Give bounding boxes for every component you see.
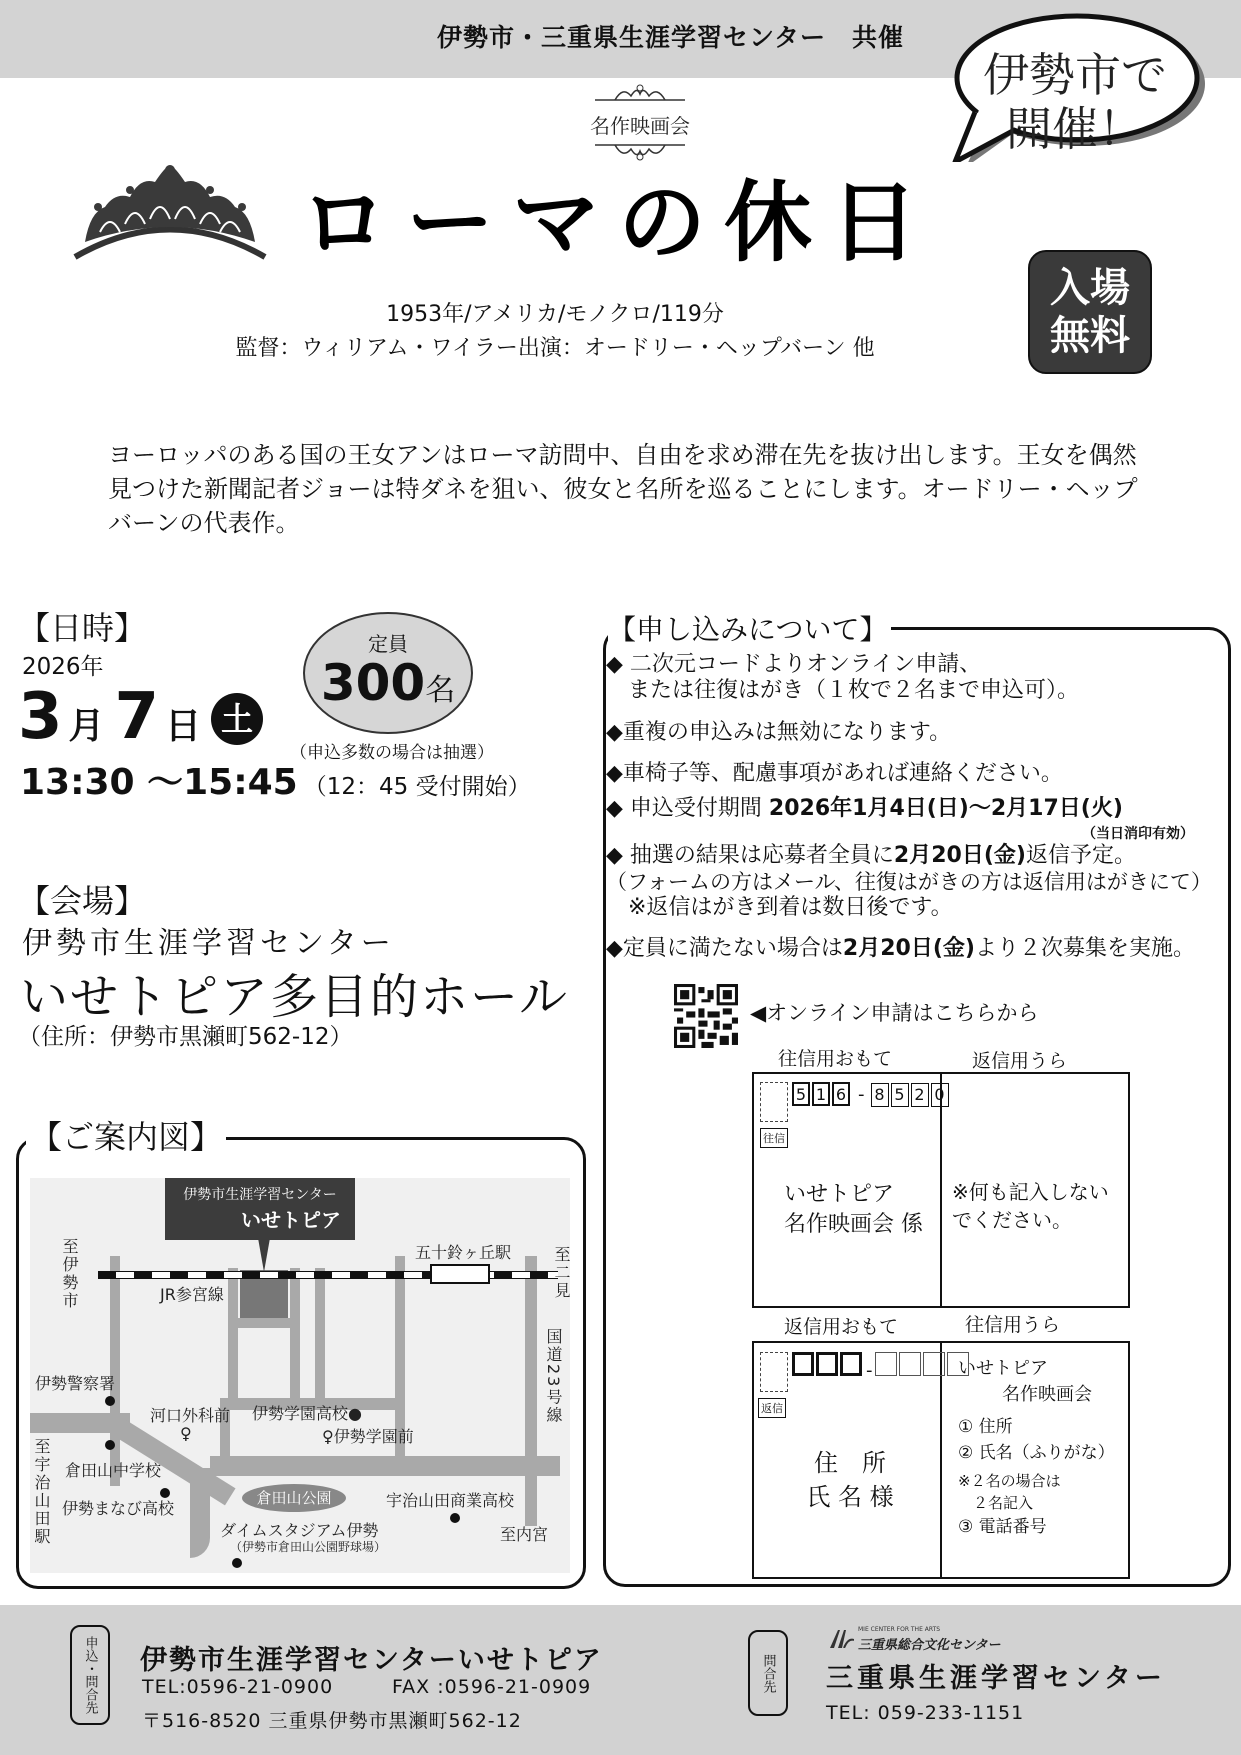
outgoing-back-instructions bbox=[958, 1356, 1115, 1540]
callout-pointer bbox=[258, 1238, 270, 1272]
stamp-box bbox=[760, 1082, 788, 1122]
recipient-line-1: いせトピア bbox=[784, 1182, 895, 1207]
route-23 bbox=[525, 1256, 537, 1526]
application-heading: 【申し込みについて】 bbox=[608, 608, 891, 648]
zip-digit: 1 bbox=[812, 1082, 830, 1106]
map-heading: 【ご案内図】 bbox=[26, 1112, 226, 1158]
footer-left-address: 〒516-8520 三重県伊勢市黒瀬町562-12 bbox=[142, 1710, 522, 1732]
rail-line-label: JR参宮線 bbox=[160, 1285, 224, 1304]
capacity-unit: 名 bbox=[425, 673, 456, 708]
series-label: 名作映画会 bbox=[590, 114, 690, 138]
instr-item: ③ 電話番号 bbox=[958, 1517, 1047, 1537]
application-item-5 bbox=[606, 843, 1212, 921]
event-date bbox=[18, 680, 263, 754]
road bbox=[315, 1268, 325, 1398]
kurata-jhs-label: 倉田山中学校 bbox=[65, 1461, 162, 1480]
stadium-sub-label: （伊勢市倉田山公園野球場） bbox=[230, 1540, 387, 1554]
gakuen-stop-label: ♀伊勢学園前 bbox=[322, 1427, 414, 1446]
zip-digit: 2 bbox=[911, 1083, 929, 1107]
capacity-label: 定員 bbox=[368, 632, 408, 656]
capacity-badge bbox=[303, 612, 473, 734]
app-item-6-suffix: より２次募集を実施。 bbox=[974, 936, 1195, 961]
app-item-4-prefix: ◆ 申込受付期間 bbox=[606, 796, 769, 821]
app-item-1-line-2: または往復はがき（１枚で２名まで申込可）。 bbox=[606, 678, 1080, 703]
synopsis: ヨーロッパのある国の王女アンはローマ訪問中、自由を求め滞在先を抜け出します。王女を偶然見つけた新聞記者ジョーは特ダネを狙い、彼女と名所を巡ることにします。オードリー・ヘップバーンの代表作。 bbox=[108, 441, 1138, 537]
park-label: 倉田山公園 bbox=[242, 1484, 346, 1512]
instr-title-2: 名作映画会 bbox=[1002, 1384, 1092, 1405]
zip-digit: 8 bbox=[871, 1083, 889, 1107]
event-year: 2026年 bbox=[22, 654, 104, 680]
reply-back-note-2: でください。 bbox=[952, 1208, 1072, 1232]
address-label: 住 所 bbox=[814, 1449, 886, 1477]
footer-left-fax: FAX :0596-21-0909 bbox=[392, 1676, 592, 1698]
event-day: 7 bbox=[114, 680, 160, 754]
mie-center-logo-icon bbox=[828, 1628, 854, 1648]
footer-left-tel: TEL:0596-21-0900 bbox=[142, 1676, 334, 1698]
venue-heading: 【会場】 bbox=[18, 882, 147, 920]
movie-title: ローマの休日 bbox=[300, 171, 937, 274]
road bbox=[290, 1268, 300, 1398]
footer-right-tel: TEL: 059-233-1151 bbox=[826, 1702, 1025, 1724]
recipient-line-2: 名作映画会 係 bbox=[784, 1212, 923, 1237]
reply-back-note bbox=[952, 1178, 1109, 1234]
application-item-3: ◆車椅子等、配慮事項があれば連絡ください。 bbox=[606, 761, 1063, 786]
qr-code-icon[interactable] bbox=[674, 984, 738, 1048]
footer-left-name: 伊勢市生涯学習センターいせトピア bbox=[140, 1645, 603, 1676]
reply-addressee bbox=[790, 1446, 910, 1514]
free-badge-line-2: 無料 bbox=[1050, 313, 1130, 359]
qr-label: ◀オンライン申請はこちらから bbox=[750, 1001, 1039, 1025]
stamp-box bbox=[760, 1352, 788, 1392]
application-item-6 bbox=[606, 936, 1195, 962]
datetime-heading: 【日時】 bbox=[18, 609, 147, 647]
footer-right-tag: 問合先 bbox=[748, 1630, 788, 1716]
outgoing-recipient bbox=[784, 1180, 923, 1240]
venue-hall: いせトピア多目的ホール bbox=[20, 969, 570, 1025]
second-round-date: 2月20日(金) bbox=[842, 936, 975, 961]
road bbox=[210, 1456, 560, 1476]
postcard-bottom-left-label: 返信用おもて bbox=[784, 1316, 899, 1338]
free-admission-badge bbox=[1028, 250, 1152, 374]
callout-line-2: いせトピア bbox=[241, 1208, 341, 1232]
venue-org: 伊勢市生涯学習センター bbox=[22, 926, 395, 961]
manabi-hs-label: 伊勢まなび高校 bbox=[62, 1499, 175, 1518]
to-futami-label: 至二見 bbox=[552, 1246, 571, 1300]
zip-code-reply: - bbox=[792, 1352, 971, 1381]
bubble-line-1: 伊勢市で bbox=[983, 48, 1167, 102]
time-range: 13:30 ～15:45 bbox=[20, 762, 298, 803]
bubble-line-2: 開催！ bbox=[1006, 102, 1144, 156]
app-item-5-suffix: 返信予定。 bbox=[1025, 843, 1136, 868]
access-map bbox=[30, 1178, 570, 1573]
month-unit: 月 bbox=[68, 706, 105, 747]
instr-item: ② 氏名（ふりがな） bbox=[958, 1443, 1115, 1463]
callout-line-1: 伊勢市生涯学習センター bbox=[183, 1187, 337, 1203]
to-ise-label: 至伊勢市 bbox=[60, 1238, 79, 1310]
postcard-bottom-right-label: 往信用うら bbox=[965, 1314, 1061, 1336]
kawaguchi-label: 河口外科前 bbox=[150, 1406, 231, 1425]
reply-tag: 返信 bbox=[758, 1398, 786, 1418]
day-unit: 日 bbox=[165, 706, 202, 747]
stadium-label: ダイムスタジアム伊勢 bbox=[220, 1521, 379, 1540]
app-item-5-prefix: ◆ 抽選の結果は応募者全員に bbox=[606, 843, 894, 868]
bus-stop-icon: ♀ bbox=[180, 1424, 192, 1443]
ornament-bottom-icon bbox=[590, 135, 690, 165]
free-badge-line-1: 入場 bbox=[1050, 265, 1130, 311]
postcard-top-right-label: 返信用うら bbox=[972, 1050, 1068, 1072]
outgoing-tag: 往信 bbox=[760, 1128, 788, 1148]
instr-item: ２名記入 bbox=[958, 1494, 1034, 1512]
instr-title-1: いせトピア bbox=[958, 1358, 1048, 1379]
footer-logo-en: MIE CENTER FOR THE ARTS bbox=[858, 1626, 941, 1633]
footer-right-name: 三重県生涯学習センター bbox=[826, 1663, 1166, 1694]
app-item-1-line-1: ◆ 二次元コードよりオンライン申請、 bbox=[606, 652, 982, 677]
postmark-note: （当日消印有効） bbox=[1082, 826, 1194, 842]
film-meta: 1953年/アメリカ/モノクロ/119分 bbox=[386, 302, 724, 327]
commercial-hs-label: 宇治山田商業高校 bbox=[386, 1491, 515, 1510]
station-label: 五十鈴ヶ丘駅 bbox=[415, 1243, 512, 1262]
venue-address: （住所：伊勢市黒瀬町562-12） bbox=[18, 1024, 353, 1050]
capacity-number: 300 bbox=[320, 654, 426, 712]
kurata-jhs-dot bbox=[105, 1440, 115, 1450]
reply-back-note-1: ※何も記入しない bbox=[952, 1180, 1109, 1204]
event-month: 3 bbox=[18, 680, 63, 754]
film-credits: 監督：ウィリアム・ワイラー出演：オードリー・ヘップバーン 他 bbox=[235, 336, 875, 361]
isetopia-callout bbox=[165, 1178, 355, 1240]
application-item-1 bbox=[606, 652, 1079, 704]
application-item-4 bbox=[606, 796, 1123, 822]
result-date: 2月20日(金) bbox=[893, 843, 1026, 868]
zip-digit: 5 bbox=[792, 1082, 810, 1106]
station-icon bbox=[430, 1264, 490, 1284]
lottery-note: （申込多数の場合は抽選） bbox=[290, 743, 494, 763]
instr-item: ① 住所 bbox=[958, 1417, 1013, 1437]
postcard-divider bbox=[940, 1072, 942, 1308]
weekday-badge: 土 bbox=[211, 693, 263, 745]
instr-item: ※２名の場合は bbox=[958, 1472, 1061, 1490]
name-label: 氏 名 様 bbox=[806, 1483, 894, 1511]
road bbox=[190, 1468, 210, 1558]
zip-digit: 5 bbox=[891, 1083, 909, 1107]
tiara-icon bbox=[70, 162, 270, 262]
app-item-5-line-2: （フォームの方はメール、往復はがきの方は返信用はがきにて） bbox=[606, 870, 1212, 894]
police-dot bbox=[105, 1396, 115, 1406]
road bbox=[30, 1413, 130, 1433]
app-item-5-line-3: ※返信はがき到着は数日後です。 bbox=[606, 895, 953, 920]
bubble-text bbox=[960, 48, 1190, 156]
zip-digit: 6 bbox=[832, 1082, 850, 1106]
postcard-top-left-label: 往信用おもて bbox=[778, 1048, 893, 1070]
app-item-6-prefix: ◆定員に満たない場合は bbox=[606, 936, 843, 961]
application-period: 2026年1月4日(日)～2月17日(火) bbox=[768, 796, 1123, 821]
footer-logo-jp: 三重県総合文化センター bbox=[858, 1638, 1001, 1653]
ornament-top-icon bbox=[590, 80, 690, 110]
stadium-dot bbox=[232, 1558, 242, 1568]
reception-time: （12：45 受付開始） bbox=[303, 774, 531, 800]
zip-code-outgoing: 5 1 6 - 8 5 2 0 bbox=[792, 1082, 951, 1107]
footer-left-tag: 申込・問合先 bbox=[70, 1625, 110, 1725]
gakuen-hs-label: 伊勢学園高校● bbox=[252, 1404, 362, 1423]
police-label: 伊勢警察署 bbox=[35, 1374, 116, 1393]
commercial-hs-dot bbox=[450, 1513, 460, 1523]
route-23-label: 国道23号線 bbox=[544, 1328, 563, 1425]
application-item-2: ◆重複の申込みは無効になります。 bbox=[606, 720, 952, 745]
zip-digit: 0 bbox=[931, 1083, 949, 1107]
cohost-text: 伊勢市・三重県生涯学習センター 共催 bbox=[436, 23, 904, 52]
road bbox=[228, 1318, 298, 1328]
road bbox=[228, 1268, 238, 1408]
film-info bbox=[120, 298, 990, 366]
to-ujiyamada-label: 至宇治山田駅 bbox=[32, 1438, 51, 1546]
to-naiku-label: 至内宮 bbox=[500, 1525, 549, 1544]
